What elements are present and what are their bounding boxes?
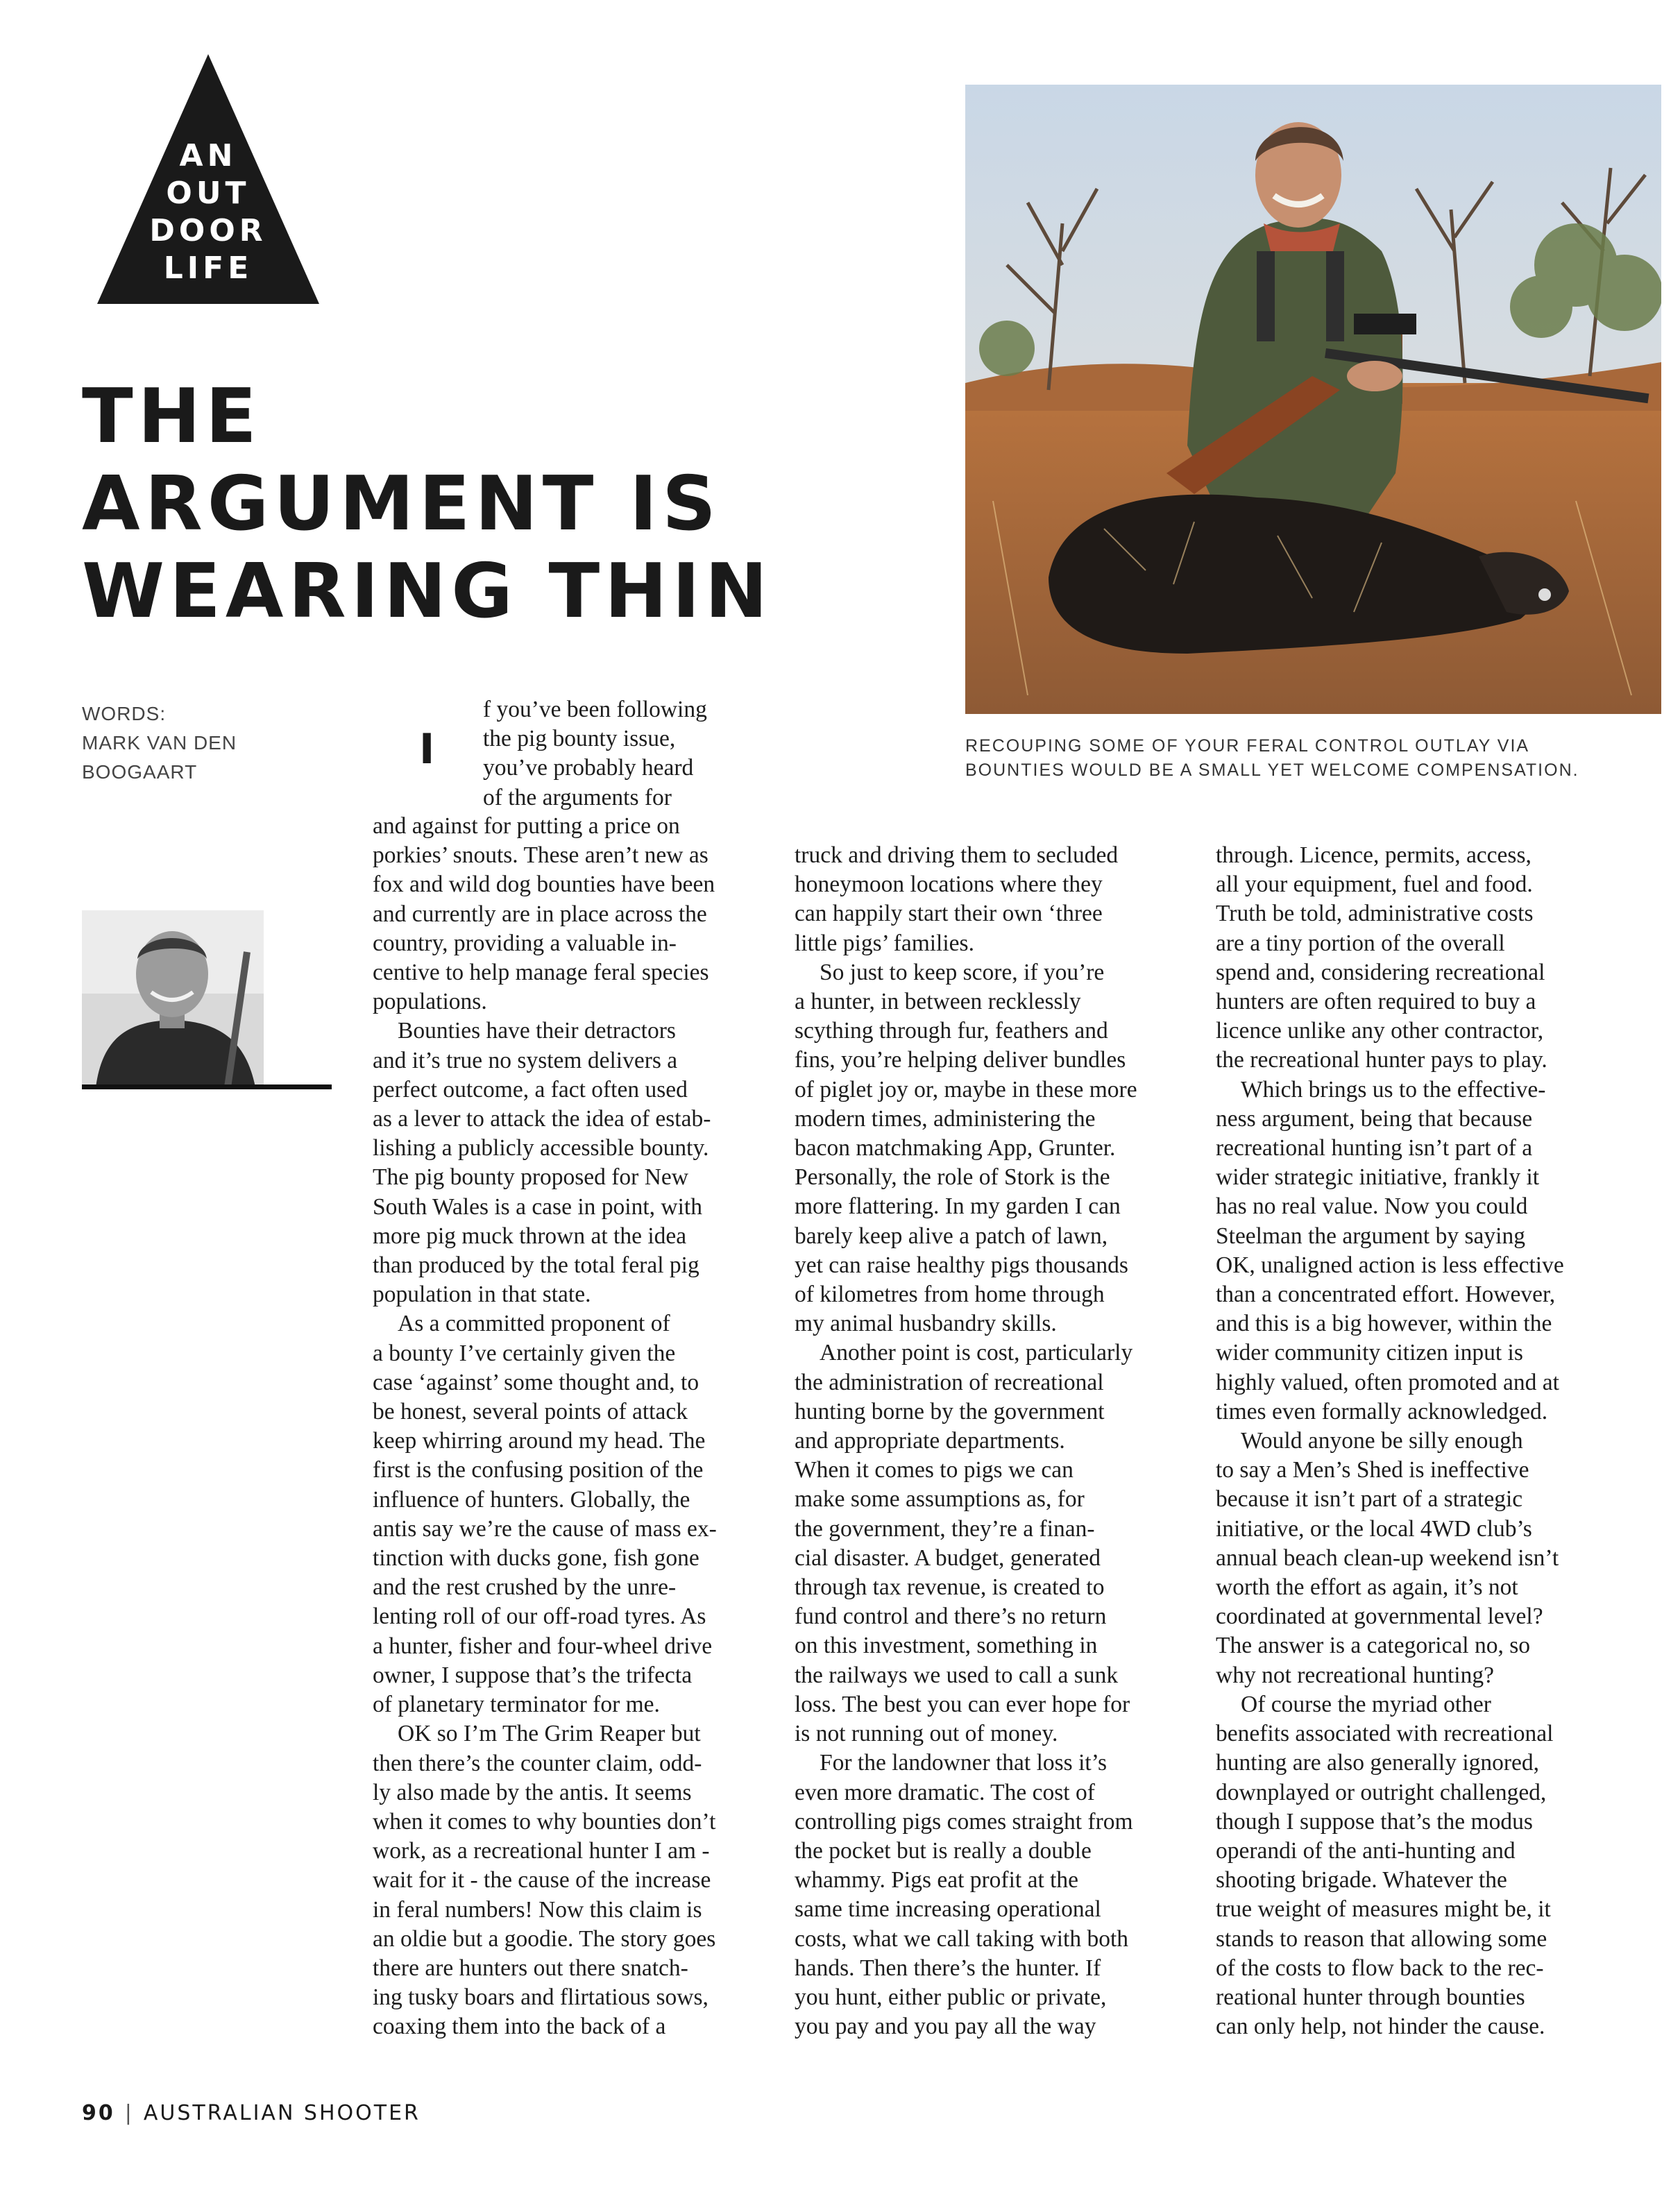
text-line: country, providing a valuable in- xyxy=(373,930,677,956)
text-line: the pocket but is really a double xyxy=(795,1837,1092,1864)
text-line: in feral numbers! Now this claim is xyxy=(373,1896,702,1923)
text-line: times even formally acknowledged. xyxy=(1216,1398,1548,1424)
text-line: you’ve probably heard xyxy=(483,755,694,781)
text-line: perfect outcome, a fact often used xyxy=(373,1076,688,1103)
text-line: even more dramatic. The cost of xyxy=(795,1779,1095,1805)
text-line: population in that state. xyxy=(373,1282,591,1308)
badge-text xyxy=(97,137,319,287)
text-line: wider strategic initiative, frankly it xyxy=(1216,1164,1540,1191)
byline-line: MARK VAN DEN xyxy=(82,732,237,754)
text-line: centive to help manage feral species xyxy=(373,960,709,986)
text-line: though I suppose that’s the modus xyxy=(1216,1808,1533,1835)
text-line: of kilometres from home through xyxy=(795,1282,1105,1308)
page-title xyxy=(82,373,776,636)
text-line: annual beach clean-up weekend isn’t xyxy=(1216,1545,1559,1571)
article-column-2 xyxy=(795,841,1183,2041)
text-line: For the landowner that loss it’s xyxy=(820,1750,1108,1776)
text-line: f you’ve been following xyxy=(483,697,707,722)
text-line: spend and, considering recreational xyxy=(1216,959,1545,985)
text-line: you pay and you pay all the way xyxy=(795,2014,1096,2040)
text-line: as a lever to attack the idea of estab- xyxy=(373,1106,711,1132)
text-line: my animal husbandry skills. xyxy=(795,1311,1057,1337)
text-line: fund control and there’s no return xyxy=(795,1603,1107,1630)
drop-cap: I xyxy=(419,725,435,774)
text-line: whammy. Pigs eat profit at the xyxy=(795,1867,1079,1894)
text-line: reational hunter through bounties xyxy=(1216,1984,1525,2010)
text-line: controlling pigs comes straight from xyxy=(795,1808,1133,1835)
text-line: Would anyone be silly enough xyxy=(1241,1428,1523,1454)
text-line: than produced by the total feral pig xyxy=(373,1252,699,1279)
text-line: fins, you’re helping deliver bundles xyxy=(795,1047,1126,1073)
text-line: modern times, administering the xyxy=(795,1105,1096,1132)
text-line: and this is a big however, within the xyxy=(1216,1311,1552,1337)
text-line: first is the confusing position of the xyxy=(373,1457,704,1483)
hunter-photo-icon xyxy=(965,85,1661,714)
author-rule-extension xyxy=(264,1084,332,1089)
text-line: initiative, or the local 4WD club’s xyxy=(1216,1515,1532,1542)
text-line: same time increasing operational xyxy=(795,1896,1101,1923)
text-line: more pig muck thrown at the idea xyxy=(373,1223,687,1249)
text-line: porkies’ snouts. These aren’t new as xyxy=(373,842,709,869)
text-line: yet can raise healthy pigs thousands xyxy=(795,1252,1128,1278)
text-line: why not recreational hunting? xyxy=(1216,1662,1494,1688)
footer-separator: | xyxy=(124,2101,134,2125)
author-photo xyxy=(82,910,264,1087)
text-line: Another point is cost, particularly xyxy=(820,1340,1133,1366)
text-line: and appropriate departments. xyxy=(795,1428,1065,1454)
title-line: THE xyxy=(82,373,262,460)
text-line: be honest, several points of attack xyxy=(373,1399,688,1425)
text-line: worth the effort as again, it’s not xyxy=(1216,1574,1518,1601)
text-line: barely keep alive a patch of lawn, xyxy=(795,1223,1108,1249)
text-line: owner, I suppose that’s the trifecta xyxy=(373,1662,693,1688)
author-portrait-icon xyxy=(82,910,264,1087)
text-line: the railways we used to call a sunk xyxy=(795,1662,1119,1688)
text-line: hunting are also generally ignored, xyxy=(1216,1750,1540,1776)
text-line: licence unlike any other contractor, xyxy=(1216,1018,1544,1044)
text-line: Personally, the role of Stork is the xyxy=(795,1164,1110,1191)
text-line: The pig bounty proposed for New xyxy=(373,1164,688,1191)
text-line: the administration of recreational xyxy=(795,1369,1104,1395)
text-line: hands. Then there’s the hunter. If xyxy=(795,1955,1101,1981)
text-line: through. Licence, permits, access, xyxy=(1216,842,1531,868)
text-line: OK, unaligned action is less effective xyxy=(1216,1252,1564,1278)
article-column-intro xyxy=(483,695,774,813)
text-line: and currently are in place across the xyxy=(373,901,707,927)
text-line: bacon matchmaking App, Grunter. xyxy=(795,1135,1116,1162)
text-line: of piglet joy or, maybe in these more xyxy=(795,1076,1137,1103)
byline-line: WORDS: xyxy=(82,703,167,724)
text-line: the government, they’re a finan- xyxy=(795,1515,1095,1542)
text-line: the pig bounty issue, xyxy=(483,726,676,752)
text-line: hunting borne by the government xyxy=(795,1398,1105,1424)
text-line: loss. The best you can ever hope for xyxy=(795,1691,1130,1717)
text-line: Steelman the argument by saying xyxy=(1216,1223,1525,1249)
text-line: OK so I’m The Grim Reaper but xyxy=(398,1721,701,1747)
text-line: you hunt, either public or private, xyxy=(795,1984,1107,2010)
text-line: Which brings us to the effective- xyxy=(1241,1076,1546,1103)
text-line: hunters are often required to buy a xyxy=(1216,989,1536,1015)
text-line: on this investment, something in xyxy=(795,1633,1098,1659)
text-line: there are hunters out there snatch- xyxy=(373,1955,688,1981)
text-line: all your equipment, fuel and food. xyxy=(1216,871,1533,898)
text-line: the recreational hunter pays to play. xyxy=(1216,1047,1547,1073)
text-line: case ‘against’ some thought and, to xyxy=(373,1369,699,1395)
text-line: because it isn’t part of a strategic xyxy=(1216,1486,1523,1513)
text-line: then there’s the counter claim, odd- xyxy=(373,1750,702,1776)
text-line: lishing a publicly accessible bounty. xyxy=(373,1135,709,1162)
text-line: benefits associated with recreational xyxy=(1216,1721,1554,1747)
text-line: influence of hunters. Globally, the xyxy=(373,1486,690,1513)
text-line: ness argument, being that because xyxy=(1216,1105,1533,1132)
publication-name: AUSTRALIAN SHOOTER xyxy=(143,2101,421,2125)
photo-caption xyxy=(965,734,1661,783)
badge-line: LIFE xyxy=(163,250,253,286)
text-line: highly valued, often promoted and at xyxy=(1216,1369,1559,1395)
text-line: When it comes to pigs we can xyxy=(795,1457,1074,1483)
text-line: keep whirring around my head. The xyxy=(373,1428,706,1454)
text-line: Bounties have their detractors xyxy=(398,1018,676,1044)
text-line: ly also made by the antis. It seems xyxy=(373,1779,692,1805)
text-line: of the arguments for xyxy=(483,784,672,810)
caption-line: BOUNTIES WOULD BE A SMALL YET WELCOME COMPENSATION. xyxy=(965,760,1579,780)
article-column-3 xyxy=(1216,841,1632,2041)
text-line: Of course the myriad other xyxy=(1241,1691,1491,1717)
page-footer xyxy=(82,2101,421,2125)
text-line: stands to reason that allowing some xyxy=(1216,1925,1547,1952)
text-line: of planetary terminator for me. xyxy=(373,1692,660,1718)
text-line: cial disaster. A budget, generated xyxy=(795,1545,1101,1571)
page-number: 90 xyxy=(82,2101,115,2125)
text-line: scything through fur, feathers and xyxy=(795,1018,1108,1044)
text-line: coordinated at governmental level? xyxy=(1216,1603,1543,1630)
text-line: As a committed proponent of xyxy=(398,1311,670,1337)
text-line: when it comes to why bounties don’t xyxy=(373,1808,716,1835)
text-line: an oldie but a goodie. The story goes xyxy=(373,1925,716,1952)
text-line: are a tiny portion of the overall xyxy=(1216,930,1505,956)
byline-line: BOOGAART xyxy=(82,761,198,783)
hero-photo xyxy=(965,85,1661,714)
text-line: antis say we’re the cause of mass ex- xyxy=(373,1515,717,1542)
text-line: lenting roll of our off-road tyres. As xyxy=(373,1603,706,1630)
byline xyxy=(82,699,290,787)
section-badge xyxy=(97,54,319,304)
text-line: a hunter, fisher and four-wheel drive xyxy=(373,1633,713,1659)
badge-line: DOOR xyxy=(149,213,267,248)
text-line: true weight of measures might be, it xyxy=(1216,1896,1551,1923)
text-line: South Wales is a case in point, with xyxy=(373,1193,702,1220)
text-line: wait for it - the cause of the increase xyxy=(373,1867,711,1894)
text-line: little pigs’ families. xyxy=(795,930,974,956)
text-line: than a concentrated effort. However, xyxy=(1216,1282,1556,1308)
text-line: coaxing them into the back of a xyxy=(373,2014,666,2040)
text-line: can only help, not hinder the cause. xyxy=(1216,2014,1545,2040)
title-line: ARGUMENT IS xyxy=(82,461,721,547)
text-line: to say a Men’s Shed is ineffective xyxy=(1216,1457,1529,1483)
text-line: recreational hunting isn’t part of a xyxy=(1216,1135,1533,1162)
text-line: and against for putting a price on xyxy=(373,813,680,839)
text-line: populations. xyxy=(373,989,487,1015)
text-line: make some assumptions as, for xyxy=(795,1486,1085,1513)
text-line: ing tusky boars and flirtatious sows, xyxy=(373,1984,709,2011)
badge-line: AN xyxy=(179,138,237,173)
text-line: wider community citizen input is xyxy=(1216,1340,1523,1366)
text-line: tinction with ducks gone, fish gone xyxy=(373,1545,699,1572)
text-line: of the costs to flow back to the rec- xyxy=(1216,1955,1544,1981)
text-line: a hunter, in between recklessly xyxy=(795,989,1081,1015)
text-line: fox and wild dog bounties have been xyxy=(373,871,715,898)
text-line: can happily start their own ‘three xyxy=(795,901,1103,927)
text-line: more flattering. In my garden I can xyxy=(795,1193,1121,1220)
text-line: through tax revenue, is created to xyxy=(795,1574,1105,1601)
text-line: So just to keep score, if you’re xyxy=(820,959,1105,985)
text-line: honeymoon locations where they xyxy=(795,871,1103,898)
title-line: WEARING THIN xyxy=(82,548,773,635)
text-line: is not running out of money. xyxy=(795,1721,1058,1747)
caption-line: RECOUPING SOME OF YOUR FERAL CONTROL OUTLAY VIA xyxy=(965,736,1530,756)
author-rule xyxy=(82,1084,264,1089)
text-line: downplayed or outright challenged, xyxy=(1216,1779,1547,1805)
text-line: shooting brigade. Whatever the xyxy=(1216,1867,1507,1894)
text-line: Truth be told, administrative costs xyxy=(1216,901,1534,927)
text-line: costs, what we call taking with both xyxy=(795,1925,1129,1952)
article-column-1 xyxy=(373,812,761,2042)
text-line: and the rest crushed by the unre- xyxy=(373,1574,677,1601)
text-line: The answer is a categorical no, so xyxy=(1216,1633,1531,1659)
badge-line: OUT xyxy=(166,176,251,211)
text-line: a bounty I’ve certainly given the xyxy=(373,1340,676,1366)
text-line: operandi of the anti-hunting and xyxy=(1216,1837,1516,1864)
text-line: has no real value. Now you could xyxy=(1216,1193,1528,1220)
text-line: and it’s true no system delivers a xyxy=(373,1047,678,1073)
text-line: truck and driving them to secluded xyxy=(795,842,1119,868)
text-line: work, as a recreational hunter I am - xyxy=(373,1838,710,1864)
